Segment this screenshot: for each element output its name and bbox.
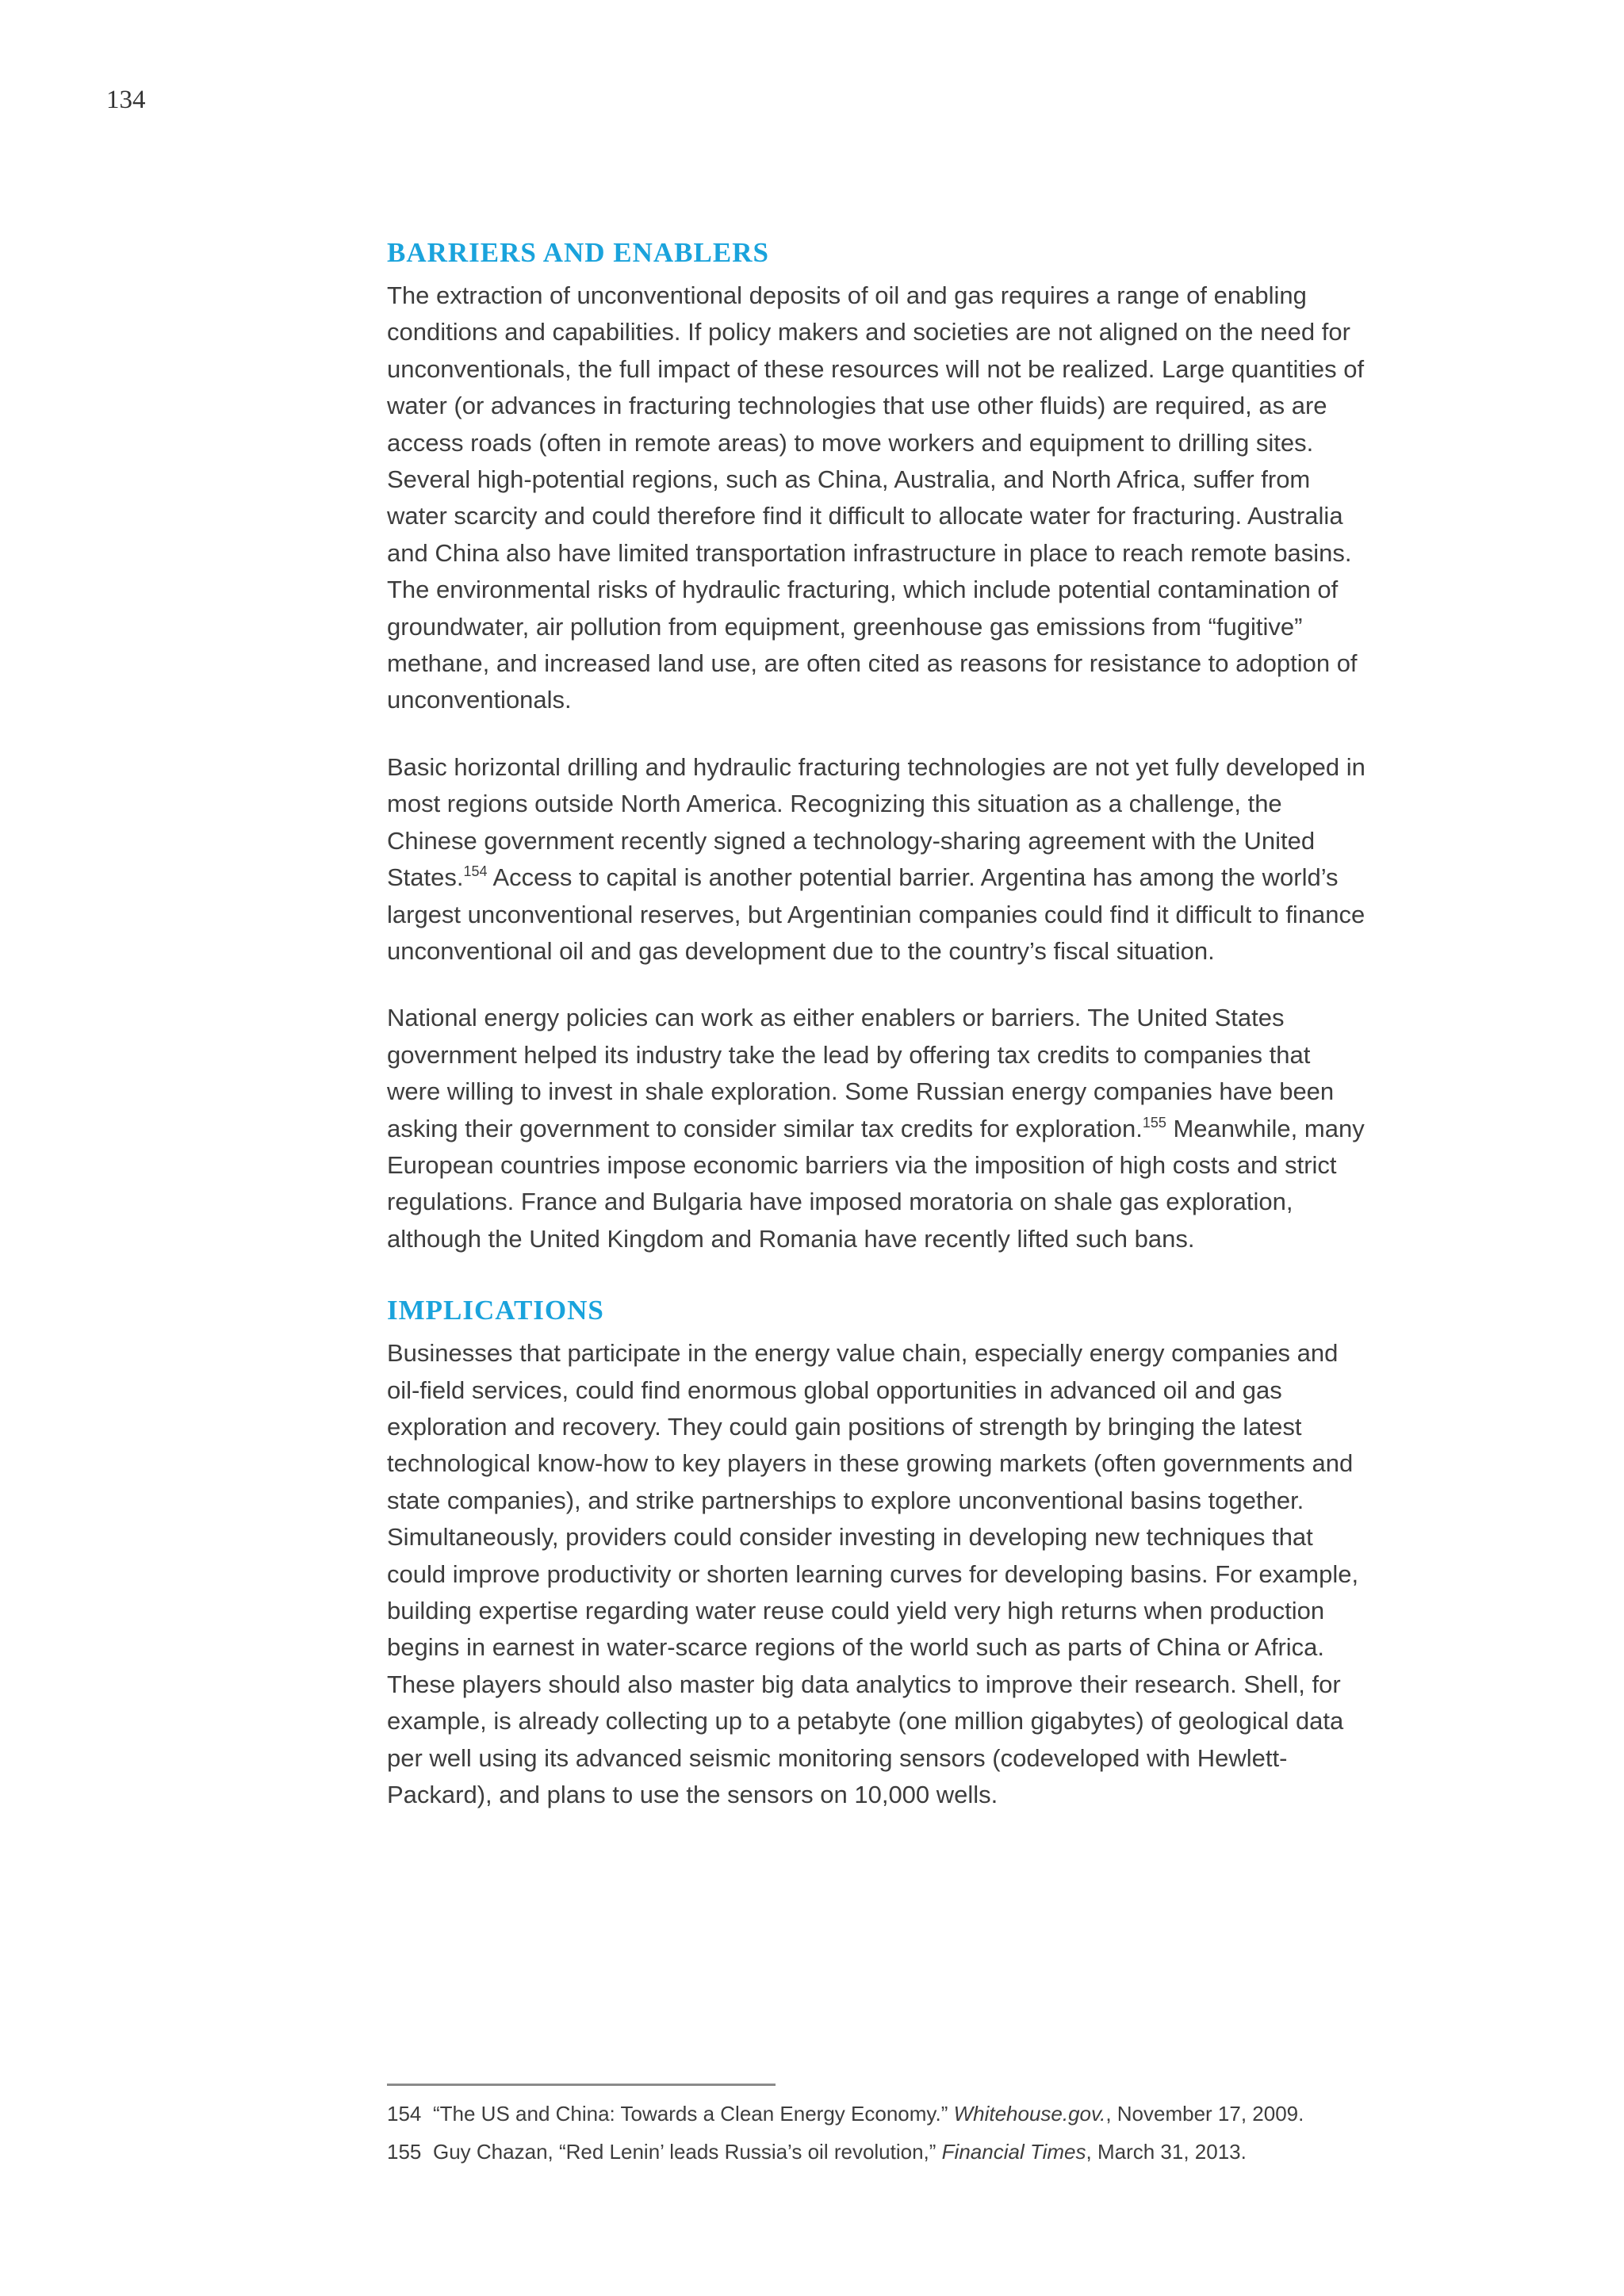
paragraph: Businesses that participate in the energy value chain, especially energy companies and oil-field services, could find enormous global opportunities in advanced oil and gas exploration and recovery. They could gain positions of strength by bringing the latest technological know-how to key players in these growing markets (often governments and state companies), and strike partnerships to explore unconventional basins together. Simultaneously, providers could consider investing in developing new techniques that could improve productivity or shorten learning curves for developing basins. For example, building expertise regarding water reuse could yield very high returns when production begins in earnest in water-scarce regions of the world such as parts of China or Africa. These players should also master big data analytics to improve their research. Shell, for example, is already collecting up to a petabyte (one million gigabytes) of geological data per well using its advanced seismic monitoring sensors (codeveloped with Hewlett-Packard), and plans to use the sensors on 10,000 wells. (387, 1339, 1359, 1809)
footnote-number: 155 (387, 2140, 422, 2164)
footnote-text-part: , November 17, 2009. (1105, 2102, 1304, 2126)
footnote-155 (387, 2137, 1378, 2166)
footnote-source-title: Financial Times (941, 2140, 1086, 2164)
paragraph-text: Access to capital is another potential barrier. Argentina has among the world’s largest unconventional reserves, but Argentinian companies could find it difficult to finance unconventional oil and gas development due to the country’s fiscal situation. (387, 863, 1365, 965)
paragraph (387, 749, 1370, 970)
article-body (387, 235, 1370, 1843)
footnote-154 (387, 2099, 1378, 2128)
paragraph-text: Basic horizontal drilling and hydraulic fracturing technologies are not yet fully developed in most regions outside North America. Recognizing this situation as a challenge, the Chinese government recently signed a technology-sharing agreement with the United States. (387, 752, 1365, 892)
footnote-text (433, 2099, 1304, 2128)
section-heading-implications: IMPLICATIONS (387, 1295, 604, 1326)
footnote-ref-155[interactable]: 155 (1142, 1114, 1166, 1131)
footnote-text-part: , March 31, 2013. (1086, 2140, 1247, 2164)
paragraph-text: National energy policies can work as either enablers or barriers. The United States government helped its industry take the lead by offering tax credits to companies that were willing to invest in shale exploration. Some Russian energy companies have been asking their government to consider similar tax credits for exploration. (387, 1004, 1335, 1142)
footnote-text-part: “The US and China: Towards a Clean Energy Economy.” (433, 2102, 954, 2126)
footnote-divider (387, 2084, 776, 2086)
footnote-source-title: Whitehouse.gov. (953, 2102, 1106, 2126)
footnote-ref-154[interactable]: 154 (463, 863, 488, 880)
section-heading-barriers: BARRIERS AND ENABLERS (387, 237, 769, 268)
footnote-text-part: Guy Chazan, “Red Lenin’ leads Russia’s oil revolution,” (433, 2140, 942, 2164)
paragraph (387, 1000, 1370, 1257)
paragraph: The extraction of unconventional deposits of oil and gas requires a range of enabling conditions and capabilities. If policy makers and societies are not aligned on the need for unconventionals, the full impact of these resources will not be realized. Large quantities of water (or advances in fracturing technologies that use other fluids) are required, as are access roads (often in remote areas) to move workers and equipment to drilling sites. Several high-potential regions, such as China, Australia, and North Africa, suffer from water scarcity and could therefore find it difficult to allocate water for fracturing. Australia and China also have limited transportation infrastructure in place to reach remote basins. The environmental risks of hydraulic fracturing, which include potential contamination of groundwater, air pollution from equipment, greenhouse gas emissions from “fugitive” methane, and increased land use, are often cited as reasons for resistance to adoption of unconventionals. (387, 281, 1365, 714)
footnote-number: 154 (387, 2102, 422, 2126)
paragraph-text: Meanwhile, many European countries impose economic barriers via the imposition of high costs and strict regulations. France and Bulgaria have imposed moratoria on shale gas exploration, although the United Kingdom and Romania have recently lifted such bans. (387, 1114, 1365, 1253)
page-number: 134 (106, 86, 146, 114)
footnote-text (433, 2137, 1247, 2166)
footnotes (387, 2099, 1378, 2175)
